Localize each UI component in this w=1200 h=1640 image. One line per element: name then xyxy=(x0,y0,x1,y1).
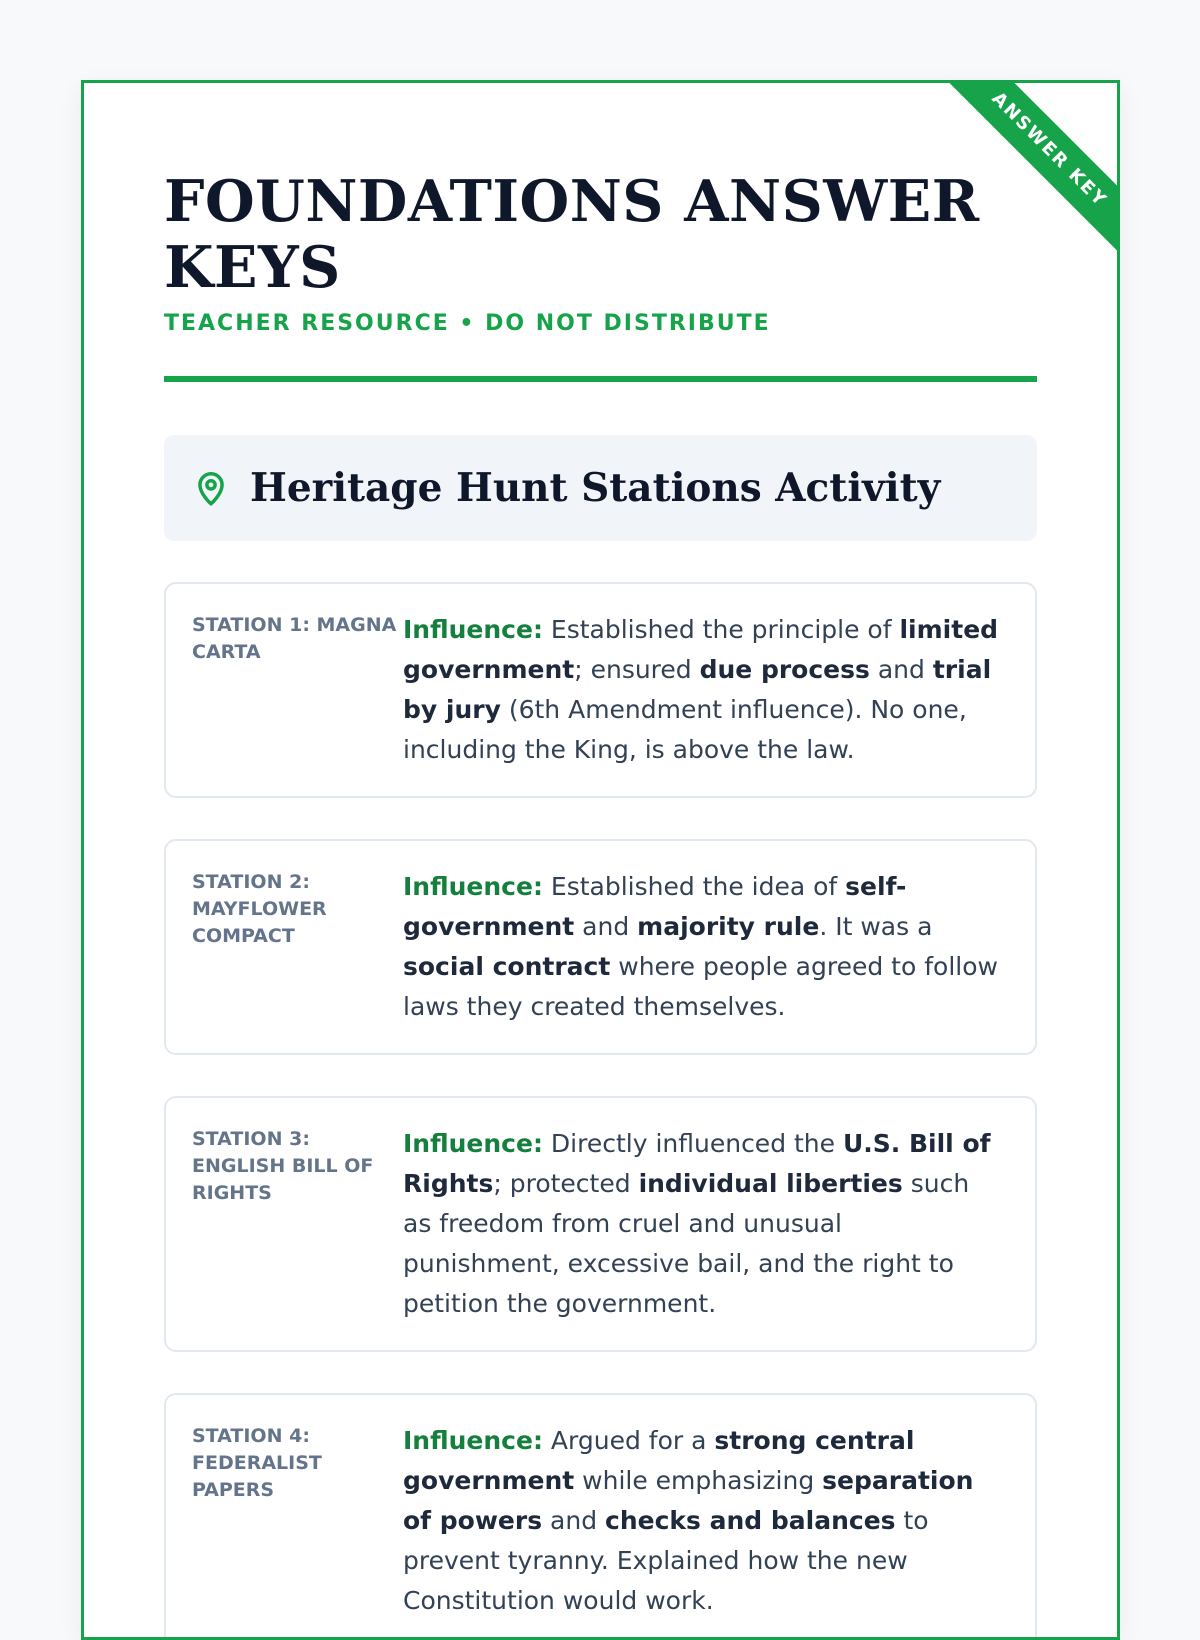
station-label: STATION 2: MAYFLOWER COMPACT xyxy=(192,871,327,947)
station-influence-text xyxy=(403,1124,1005,1324)
key-term: strong central government xyxy=(403,1426,915,1495)
text-segment: Established the principle of xyxy=(542,615,900,644)
influence-label: Influence: xyxy=(403,615,543,644)
key-term: checks and balances xyxy=(605,1506,896,1535)
map-pin-icon xyxy=(192,469,230,507)
key-term: U.S. Bill of Rights xyxy=(403,1129,991,1198)
text-segment: Established the idea of xyxy=(542,872,846,901)
key-term: separation of powers xyxy=(403,1466,974,1535)
text-segment: while emphasizing xyxy=(574,1466,823,1495)
station-label: STATION 1: MAGNA CARTA xyxy=(192,614,397,663)
text-segment: . It was a xyxy=(819,912,933,941)
station-label: STATION 4: FEDERALIST PAPERS xyxy=(192,1425,322,1501)
station-influence-text xyxy=(403,1421,1005,1621)
station-label: STATION 3: ENGLISH BILL OF RIGHTS xyxy=(192,1128,374,1204)
key-term: individual liberties xyxy=(638,1169,903,1198)
text-segment: Directly influenced the xyxy=(542,1129,843,1158)
influence-label: Influence: xyxy=(403,872,543,901)
station-influence-text xyxy=(403,610,1005,770)
key-term: social contract xyxy=(403,952,611,981)
text-segment: ; ensured xyxy=(574,655,700,684)
header-divider xyxy=(164,376,1037,382)
text-segment: such as freedom from cruel and unusual punishment, excessive bail, and the right to petition the government. xyxy=(403,1169,970,1318)
key-term: trial by jury xyxy=(403,655,992,724)
text-segment: (6th Amendment influence). No one, including the King, is above the law. xyxy=(403,695,967,764)
text-segment: Argued for a xyxy=(542,1426,715,1455)
ribbon-label: ANSWER KEY xyxy=(941,83,1117,258)
influence-label: Influence: xyxy=(403,1426,543,1455)
station-card xyxy=(164,582,1037,798)
key-term: due process xyxy=(699,655,870,684)
station-influence-text xyxy=(403,867,1005,1027)
text-segment: and xyxy=(542,1506,606,1535)
page-title: FOUNDATIONS ANSWER KEYS xyxy=(164,168,980,301)
page-subtitle: TEACHER RESOURCE • DO NOT DISTRIBUTE xyxy=(164,311,771,336)
text-segment: where people agreed to follow laws they created themselves. xyxy=(403,952,998,1021)
section-title: Heritage Hunt Stations Activity xyxy=(250,465,941,511)
text-segment: to prevent tyranny. Explained how the new Constitution would work. xyxy=(403,1506,929,1615)
key-term: majority rule xyxy=(637,912,820,941)
card-content xyxy=(164,163,1037,1640)
key-term: limited government xyxy=(403,615,999,684)
station-card xyxy=(164,839,1037,1055)
section-header xyxy=(164,435,1037,541)
text-segment: and xyxy=(869,655,933,684)
answer-key-card xyxy=(81,80,1120,1640)
text-segment: and xyxy=(574,912,638,941)
key-term: self-government xyxy=(403,872,907,941)
influence-label: Influence: xyxy=(403,1129,543,1158)
station-card xyxy=(164,1393,1037,1640)
station-card xyxy=(164,1096,1037,1352)
text-segment: ; protected xyxy=(493,1169,639,1198)
